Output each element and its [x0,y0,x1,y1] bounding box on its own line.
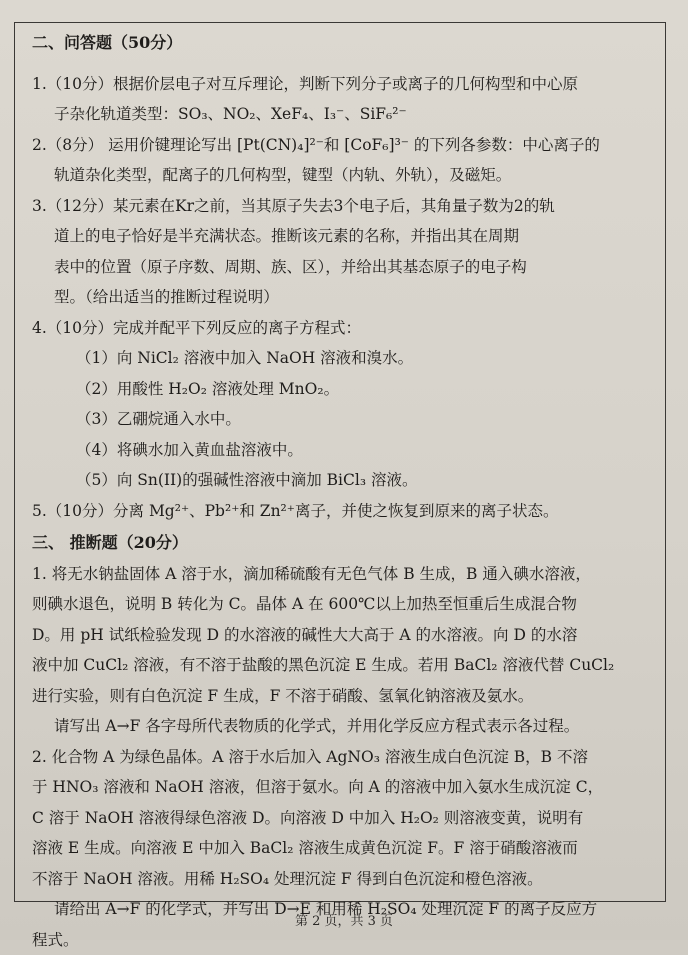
section-3-title: 三、 推断题（20分） [32,528,662,559]
problem-2-line-5: 不溶于 NaOH 溶液。用稀 H₂SO₄ 处理沉淀 F 得到白色沉淀和橙色溶液。 [32,864,662,895]
problem-2-line-3: C 溶于 NaOH 溶液得绿色溶液 D。向溶液 D 中加入 H₂O₂ 则溶液变黄，说明有 [32,803,662,834]
problem-2-line-2: 于 HNO₃ 溶液和 NaOH 溶液，但溶于氨水。向 A 的溶液中加入氨水生成沉淀 C， [32,772,662,803]
problem-2-request-line-1: 请给出 A→F 的化学式，并写出 D→E 和用稀 H₂SO₄ 处理沉淀 F 的离子反应方 [32,894,662,925]
question-1-line-1: 1.（10分）根据价层电子对互斥理论，判断下列分子或离子的几何构型和中心原 [32,69,662,100]
question-3-line-1: 3.（12分）某元素在Kr之前，当其原子失去3个电子后，其角量子数为2的轨 [32,191,662,222]
problem-2-line-4: 溶液 E 生成。向溶液 E 中加入 BaCl₂ 溶液生成黄色沉淀 F。F 溶于硝酸溶液而 [32,833,662,864]
exam-content [32,28,662,955]
problem-2-request-line-2: 程式。 [32,925,662,955]
question-1-line-2: 子杂化轨道类型：SO₃、NO₂、XeF₄、I₃⁻、SiF₆²⁻ [32,99,662,130]
question-4-item-2: （2）用酸性 H₂O₂ 溶液处理 MnO₂。 [32,374,662,405]
problem-1-line-2: 则碘水退色，说明 B 转化为 C。晶体 A 在 600℃以上加热至恒重后生成混合物 [32,589,662,620]
question-4-line-1: 4.（10分）完成并配平下列反应的离子方程式： [32,313,662,344]
question-4-item-1: （1）向 NiCl₂ 溶液中加入 NaOH 溶液和溴水。 [32,343,662,374]
question-2-line-2: 轨道杂化类型，配离子的几何构型，键型（内轨、外轨），及磁矩。 [32,160,662,191]
section-2-title: 二、问答题（50分） [32,28,662,59]
question-5-line-1: 5.（10分）分离 Mg²⁺、Pb²⁺和 Zn²⁺离子，并使之恢复到原来的离子状态。 [32,496,662,527]
problem-1-line-5: 进行实验，则有白色沉淀 F 生成，F 不溶于硝酸、氢氧化钠溶液及氨水。 [32,681,662,712]
question-3-line-2: 道上的电子恰好是半充满状态。推断该元素的名称，并指出其在周期 [32,221,662,252]
problem-1-line-1: 1. 将无水钠盐固体 A 溶于水，滴加稀硫酸有无色气体 B 生成，B 通入碘水溶液， [32,559,662,590]
question-4-item-4: （4）将碘水加入黄血盐溶液中。 [32,435,662,466]
page-number: 第 2 页，共 3 页 [0,910,688,929]
question-4-item-5: （5）向 Sn(II)的强碱性溶液中滴加 BiCl₃ 溶液。 [32,465,662,496]
problem-1-request: 请写出 A→F 各字母所代表物质的化学式，并用化学反应方程式表示各过程。 [32,711,662,742]
question-3-line-4: 型。（给出适当的推断过程说明） [32,282,662,313]
problem-1-line-4: 液中加 CuCl₂ 溶液，有不溶于盐酸的黑色沉淀 E 生成。若用 BaCl₂ 溶液代替 CuCl₂ [32,650,662,681]
problem-1-line-3: D。用 pH 试纸检验发现 D 的水溶液的碱性大大高于 A 的水溶液。向 D 的水溶 [32,620,662,651]
problem-2-line-1: 2. 化合物 A 为绿色晶体。A 溶于水后加入 AgNO₃ 溶液生成白色沉淀 B，B 不溶 [32,742,662,773]
question-3-line-3: 表中的位置（原子序数、周期、族、区），并给出其基态原子的电子构 [32,252,662,283]
question-4-item-3: （3）乙硼烷通入水中。 [32,404,662,435]
question-2-line-1: 2.（8分） 运用价键理论写出 [Pt(CN)₄]²⁻和 [CoF₆]³⁻ 的下列各参数：中心离子的 [32,130,662,161]
